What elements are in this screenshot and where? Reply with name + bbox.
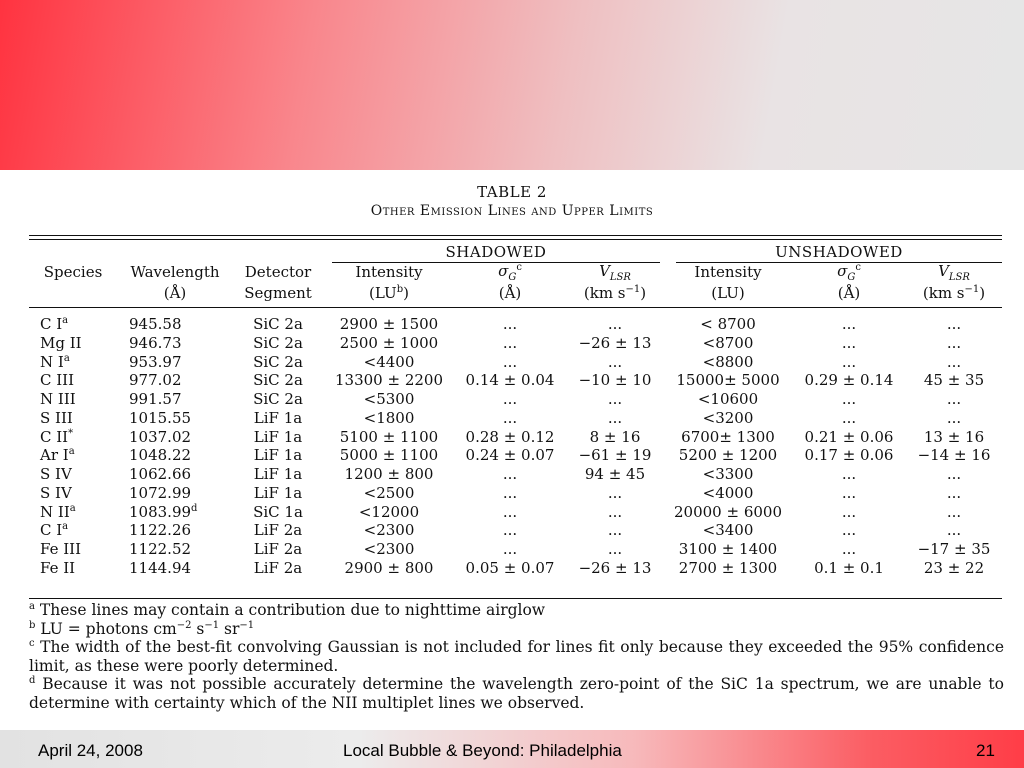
cell-vlsr-shadowed: ... xyxy=(607,540,623,558)
table-header-rule xyxy=(29,307,1002,308)
cell-intensity-unshadowed: <10600 xyxy=(697,390,759,408)
cell-detector: LiF 2a xyxy=(253,521,303,540)
cell-vlsr-shadowed: −26 ± 13 xyxy=(578,333,652,352)
cell-vlsr-unshadowed: ... xyxy=(946,408,962,427)
cell-intensity-shadowed: <1800 xyxy=(363,408,415,427)
cell-intensity-unshadowed: <3400 xyxy=(702,521,754,540)
cell-sigma-shadowed: ... xyxy=(502,315,518,333)
cell-species: N III xyxy=(40,390,76,408)
cell-intensity-shadowed: 5000 ± 1100 xyxy=(339,446,439,465)
cell-vlsr-unshadowed: ... xyxy=(946,465,962,483)
cell-species: S III xyxy=(40,408,73,427)
group-header-shadowed: SHADOWED xyxy=(445,243,547,261)
cell-vlsr-shadowed: ... xyxy=(607,502,623,521)
cell-detector: SiC 1a xyxy=(253,502,303,521)
cell-species: S IV xyxy=(40,465,72,483)
cell-species: C III xyxy=(40,371,75,390)
cell-sigma-shadowed: ... xyxy=(502,408,518,427)
cell-intensity-unshadowed: 20000 ± 6000 xyxy=(674,502,782,521)
cell-vlsr-shadowed: ... xyxy=(607,408,623,427)
cell-wavelength: 945.58 xyxy=(129,315,182,333)
cell-sigma-shadowed: 0.28 ± 0.12 xyxy=(465,427,555,446)
cell-detector: SiC 2a xyxy=(253,371,303,390)
cell-wavelength: 991.57 xyxy=(129,390,182,408)
cell-intensity-unshadowed: 15000± 5000 xyxy=(676,371,780,390)
cell-species: N $II^a$ xyxy=(40,502,76,521)
cell-vlsr-unshadowed: ... xyxy=(946,390,962,408)
cell-vlsr-unshadowed: 45 ± 35 xyxy=(923,371,985,390)
cell-intensity-unshadowed: <3300 xyxy=(702,465,754,483)
cell-vlsr-shadowed: ... xyxy=(607,352,623,371)
cell-detector: LiF 1a xyxy=(253,408,303,427)
table-top-rule xyxy=(29,235,1002,236)
cell-wavelength: 1015.55 xyxy=(129,408,192,427)
header-sigma-shadowed-unit: (Å) xyxy=(498,284,522,302)
cell-detector: LiF 2a xyxy=(253,540,303,558)
cell-sigma-shadowed: ... xyxy=(502,483,518,502)
cell-species: N $I^a$ xyxy=(40,352,70,371)
cell-vlsr-unshadowed: 13 ± 16 xyxy=(923,427,985,446)
cell-vlsr-shadowed: ... xyxy=(607,521,623,540)
header-wavelength: Wavelength xyxy=(130,263,220,281)
cell-intensity-unshadowed: <8700 xyxy=(702,333,754,352)
cell-intensity-shadowed: <12000 xyxy=(358,502,420,521)
table-notes xyxy=(29,601,1004,712)
header-detector: Detector xyxy=(244,263,312,281)
cell-species: C $I^a$ xyxy=(40,521,69,540)
cell-intensity-shadowed: <4400 xyxy=(363,352,415,371)
cell-wavelength: 1062.66 xyxy=(129,465,192,483)
cell-intensity-unshadowed: 6700± 1300 xyxy=(681,427,775,446)
cell-wavelength: 1072.99 xyxy=(129,483,192,502)
cell-detector: SiC 2a xyxy=(253,390,303,408)
cell-intensity-unshadowed: <4000 xyxy=(702,483,754,502)
cell-wavelength: 1122.52 xyxy=(129,540,192,558)
cell-sigma-unshadowed: 0.17 ± 0.06 xyxy=(804,446,894,465)
cell-wavelength: 1083.99$^d$ xyxy=(129,502,198,521)
cell-species: C $I^a$ xyxy=(40,315,69,333)
cell-species: S IV xyxy=(40,483,72,502)
cell-sigma-unshadowed: ... xyxy=(841,315,857,333)
cell-vlsr-unshadowed: 23 ± 22 xyxy=(923,558,985,577)
cell-sigma-unshadowed: ... xyxy=(841,333,857,352)
cell-vlsr-unshadowed: ... xyxy=(946,483,962,502)
cell-intensity-unshadowed: 3100 ± 1400 xyxy=(678,540,778,558)
cell-intensity-unshadowed: < 8700 xyxy=(700,315,756,333)
cell-wavelength: 1048.22 xyxy=(129,446,192,465)
cell-wavelength: 953.97 xyxy=(129,352,182,371)
table-bottom-rule xyxy=(29,598,1002,599)
cell-sigma-shadowed: ... xyxy=(502,333,518,352)
cell-sigma-unshadowed: 0.29 ± 0.14 xyxy=(804,371,894,390)
cell-intensity-shadowed: 13300 ± 2200 xyxy=(335,371,443,390)
header-intensity-shadowed: Intensity xyxy=(355,263,423,281)
cell-sigma-unshadowed: ... xyxy=(841,540,857,558)
cell-sigma-unshadowed: ... xyxy=(841,465,857,483)
cell-wavelength: 946.73 xyxy=(129,333,182,352)
cell-intensity-shadowed: <5300 xyxy=(363,390,415,408)
footer-title: Local Bubble & Beyond: Philadelphia xyxy=(343,741,622,760)
cell-intensity-unshadowed: <8800 xyxy=(702,352,754,371)
note-a: $^a$ These lines may contain a contribution due to nighttime airglow xyxy=(29,600,546,619)
table-top-rule-2 xyxy=(29,239,1002,240)
cell-vlsr-shadowed: 94 ± 45 xyxy=(584,465,646,483)
cell-intensity-shadowed: <2300 xyxy=(363,540,415,558)
cell-wavelength: 1122.26 xyxy=(129,521,192,540)
cell-wavelength: 977.02 xyxy=(129,371,182,390)
cell-intensity-shadowed: 2900 ± 800 xyxy=(344,558,434,577)
cell-detector: SiC 2a xyxy=(253,315,303,333)
header-sigma-unshadowed-unit: (Å) xyxy=(837,284,861,302)
cell-sigma-unshadowed: 0.1 ± 0.1 xyxy=(814,558,884,577)
header-intensity-unshadowed: Intensity xyxy=(694,263,762,281)
cell-vlsr-shadowed: ... xyxy=(607,315,623,333)
header-segment: Segment xyxy=(244,284,312,302)
header-vlsr-unshadowed-unit: (km $s^{-1}$) xyxy=(922,284,986,302)
cell-sigma-unshadowed: ... xyxy=(841,502,857,521)
cell-vlsr-shadowed: 8 ± 16 xyxy=(589,427,641,446)
cell-sigma-shadowed: ... xyxy=(502,390,518,408)
header-intensity-unshadowed-unit: (LU) xyxy=(711,284,745,302)
table-number: TABLE 2 xyxy=(477,183,547,201)
cell-sigma-shadowed: 0.24 ± 0.07 xyxy=(465,446,555,465)
cell-intensity-shadowed: 1200 ± 800 xyxy=(344,465,434,483)
group-header-unshadowed: UNSHADOWED xyxy=(775,243,903,261)
cell-detector: LiF 1a xyxy=(253,483,303,502)
table-caption: Other Emission Lines and Upper Limits xyxy=(370,203,654,219)
header-vlsr-shadowed: $V_{LSR}$ xyxy=(599,262,631,283)
header-wavelength-unit: (Å) xyxy=(163,284,187,302)
cell-intensity-unshadowed: <3200 xyxy=(702,408,754,427)
cell-intensity-shadowed: 2500 ± 1000 xyxy=(339,333,439,352)
cell-vlsr-unshadowed: −14 ± 16 xyxy=(917,446,991,465)
cell-sigma-unshadowed: ... xyxy=(841,390,857,408)
cell-sigma-shadowed: ... xyxy=(502,465,518,483)
cell-intensity-shadowed: 2900 ± 1500 xyxy=(339,315,439,333)
cell-vlsr-unshadowed: ... xyxy=(946,502,962,521)
cell-sigma-shadowed: ... xyxy=(502,352,518,371)
cell-sigma-unshadowed: ... xyxy=(841,521,857,540)
cell-sigma-unshadowed: ... xyxy=(841,483,857,502)
cell-detector: SiC 2a xyxy=(253,352,303,371)
header-sigma-unshadowed: $\sigma_G^c$ xyxy=(837,262,861,283)
cell-wavelength: 1144.94 xyxy=(129,558,192,577)
cell-detector: LiF 1a xyxy=(253,446,303,465)
cell-sigma-shadowed: ... xyxy=(502,540,518,558)
cell-sigma-unshadowed: ... xyxy=(841,352,857,371)
cell-sigma-unshadowed: ... xyxy=(841,408,857,427)
cell-sigma-shadowed: ... xyxy=(502,521,518,540)
cell-sigma-shadowed: 0.14 ± 0.04 xyxy=(465,371,555,390)
cell-vlsr-unshadowed: ... xyxy=(946,352,962,371)
top-gradient-band xyxy=(0,0,1024,170)
cell-sigma-shadowed: 0.05 ± 0.07 xyxy=(465,558,555,577)
cell-intensity-shadowed: <2500 xyxy=(363,483,415,502)
cell-detector: LiF 1a xyxy=(253,427,303,446)
cell-wavelength: 1037.02 xyxy=(129,427,192,446)
cell-vlsr-shadowed: ... xyxy=(607,390,623,408)
cell-vlsr-shadowed: −61 ± 19 xyxy=(578,446,652,465)
cell-detector: LiF 2a xyxy=(253,558,303,577)
header-intensity-shadowed-unit: $(LU^b)$ xyxy=(369,284,409,302)
cell-vlsr-shadowed: −10 ± 10 xyxy=(578,371,652,390)
cell-species: Ar $I^a$ xyxy=(40,446,75,465)
header-sigma-shadowed: $\sigma_G^c$ xyxy=(498,262,522,283)
cell-detector: LiF 1a xyxy=(253,465,303,483)
header-vlsr-shadowed-unit: (km $s^{-1}$) xyxy=(583,284,647,302)
cell-intensity-shadowed: 5100 ± 1100 xyxy=(339,427,439,446)
note-d: $^d$ Because it was not possible accurately determine the wavelength zero-point of the SiC 1a spectrum, we are unable to determine with certainty which of the NII multiplet lines we observed. xyxy=(29,674,1004,712)
header-vlsr-unshadowed: $V_{LSR}$ xyxy=(938,262,970,283)
cell-sigma-shadowed: ... xyxy=(502,502,518,521)
cell-vlsr-unshadowed: ... xyxy=(946,333,962,352)
cell-species: Fe III xyxy=(40,540,82,558)
cell-vlsr-shadowed: −26 ± 13 xyxy=(578,558,652,577)
cell-species: Fe II xyxy=(40,558,76,577)
cell-vlsr-shadowed: ... xyxy=(607,483,623,502)
cell-intensity-unshadowed: 5200 ± 1200 xyxy=(678,446,778,465)
cell-species: Mg II xyxy=(40,333,82,352)
cell-intensity-unshadowed: 2700 ± 1300 xyxy=(678,558,778,577)
cell-sigma-unshadowed: 0.21 ± 0.06 xyxy=(804,427,894,446)
cell-species: C II* xyxy=(40,427,74,446)
cell-vlsr-unshadowed: −17 ± 35 xyxy=(917,540,991,558)
cell-intensity-shadowed: <2300 xyxy=(363,521,415,540)
header-species: Species xyxy=(43,263,103,281)
note-c: $^c$ The width of the best-fit convolving Gaussian is not included for lines fit only because they exceeded the 95% confidence limit, as these were poorly determined. xyxy=(29,637,1004,675)
cell-vlsr-unshadowed: ... xyxy=(946,315,962,333)
footer-page-number: 21 xyxy=(976,741,995,760)
cell-vlsr-unshadowed: ... xyxy=(946,521,962,540)
cell-detector: SiC 2a xyxy=(253,333,303,352)
footer-date: April 24, 2008 xyxy=(38,741,143,760)
note-b: $^b$ LU = photons $cm^{-2}$ $s^{-1}$ $sr^{-1}$ xyxy=(29,619,255,638)
